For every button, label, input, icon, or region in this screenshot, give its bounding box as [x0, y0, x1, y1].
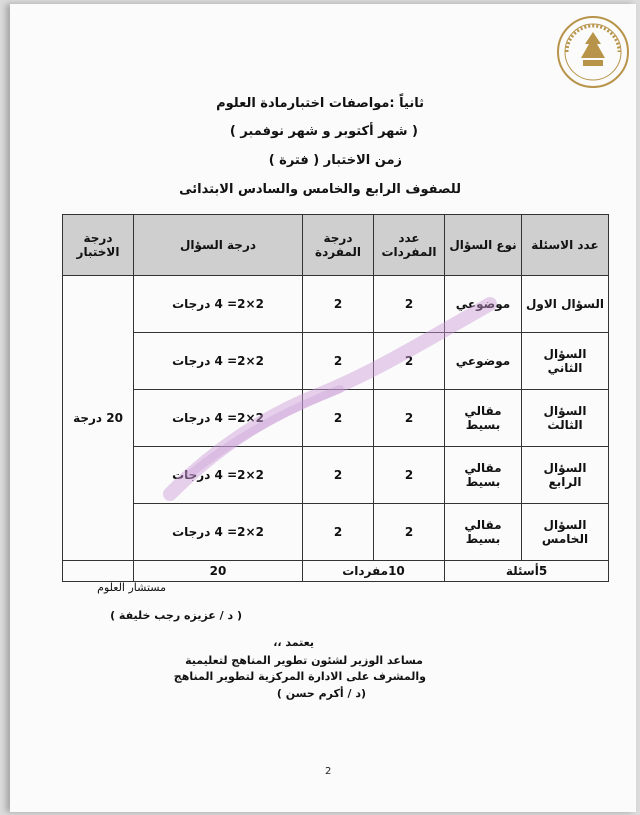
header-item-grade: درجة المفردة — [303, 215, 374, 276]
page-number: 2 — [325, 766, 332, 777]
cell-count: 2 — [374, 504, 445, 561]
cell-question: السؤال الثالث — [522, 390, 609, 447]
specification-table — [62, 214, 609, 582]
heading-duration: زمن الاختبار ( فترة ) — [268, 153, 402, 168]
cell-total-grade: 20 درجة — [63, 276, 134, 561]
cell-question-grade: 2×2= 4 درجات — [134, 390, 303, 447]
cell-count: 2 — [374, 390, 445, 447]
header-exam-grade: درجة الاختبار — [63, 215, 134, 276]
ministry-seal-logo — [555, 14, 631, 90]
cell-question-grade: 2×2= 4 درجات — [134, 333, 303, 390]
heading-grades: للصفوف الرابع والخامس والسادس الابتدائى — [179, 182, 461, 197]
cell-count: 2 — [374, 333, 445, 390]
summary-grade: 20 — [134, 561, 303, 582]
advisor-title: مستشار العلوم — [97, 581, 166, 594]
cell-item-grade: 2 — [303, 504, 374, 561]
cell-question-grade: 2×2= 4 درجات — [134, 504, 303, 561]
table-row — [63, 504, 609, 561]
header-question-type: نوع السؤال — [445, 215, 522, 276]
cell-item-grade: 2 — [303, 447, 374, 504]
header-question-grade: درجة السؤال — [134, 215, 303, 276]
assistant-title-line1: مساعد الوزير لشئون تطوير المناهج لتعليمية — [185, 654, 423, 667]
table-row — [63, 390, 609, 447]
header-item-count: عدد المفردات — [374, 215, 445, 276]
cell-type: موضوعي — [445, 276, 522, 333]
cell-item-grade: 2 — [303, 333, 374, 390]
cell-count: 2 — [374, 276, 445, 333]
cell-item-grade: 2 — [303, 276, 374, 333]
heading-title: ثانياً :مواصفات اختبارمادة العلوم — [216, 96, 424, 111]
header-question-count: عدد الاسئلة — [522, 215, 609, 276]
cell-question: السؤال الرابع — [522, 447, 609, 504]
heading-months: ( شهر أكتوبر و شهر نوفمبر ) — [229, 124, 418, 139]
summary-items: 10مفردات — [303, 561, 445, 582]
cell-question: السؤال الاول — [522, 276, 609, 333]
table-summary-row — [63, 561, 609, 582]
cell-count: 2 — [374, 447, 445, 504]
cell-question: السؤال الخامس — [522, 504, 609, 561]
cell-question: السؤال الثاني — [522, 333, 609, 390]
cell-item-grade: 2 — [303, 390, 374, 447]
cell-type: موضوعي — [445, 333, 522, 390]
assistant-title-line2: والمشرف على الادارة المركزية لتطوير المناهج — [173, 670, 426, 683]
table-row — [63, 276, 609, 333]
table-header-row — [63, 215, 609, 276]
summary-empty-cell — [63, 561, 134, 582]
table-row — [63, 333, 609, 390]
table-row — [63, 447, 609, 504]
cell-type: مقالي بسيط — [445, 447, 522, 504]
assistant-name: (د / أكرم حسن ) — [276, 687, 366, 700]
document-page — [10, 4, 636, 812]
cell-question-grade: 2×2= 4 درجات — [134, 447, 303, 504]
cell-type: مقالي بسيط — [445, 390, 522, 447]
cell-type: مقالي بسيط — [445, 504, 522, 561]
approved-label: يعتمد ،، — [273, 636, 314, 649]
summary-questions: 5أسئلة — [445, 561, 609, 582]
advisor-name: ( د / عزيزه رجب خليفة ) — [110, 609, 242, 622]
cell-question-grade: 2×2= 4 درجات — [134, 276, 303, 333]
